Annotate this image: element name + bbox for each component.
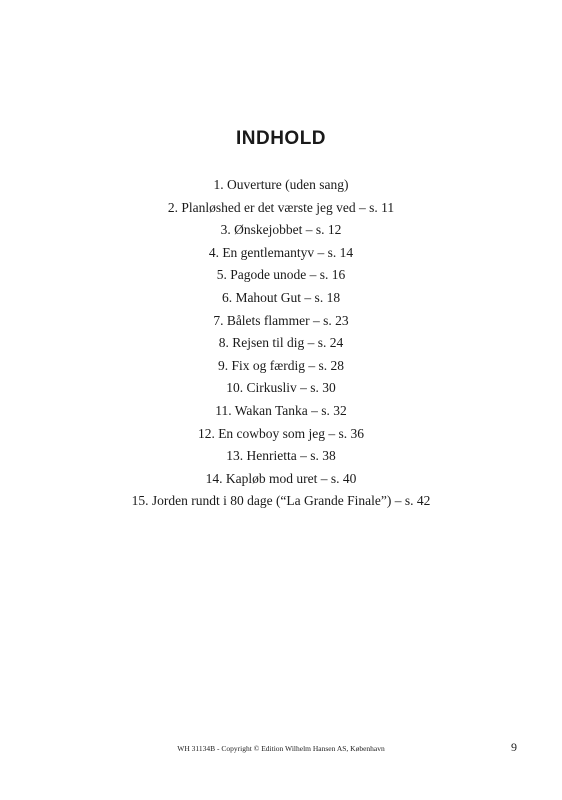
toc-entry: 5. Pagode unode – s. 16: [216, 267, 346, 283]
toc-entry: 14. Kapløb mod uret – s. 40: [205, 470, 357, 486]
page-number: 9: [511, 740, 517, 754]
toc-entry: 3. Ønskejobbet – s. 12: [220, 222, 342, 238]
toc-entry: 6. Mahout Gut – s. 18: [221, 289, 341, 305]
toc-entry: 10. Cirkusliv – s. 30: [226, 380, 336, 396]
copyright-footer: WH 31134B - Copyright © Edition Wilhelm Hansen AS, København: [177, 744, 385, 753]
toc-entry: 12. En cowboy som jeg – s. 36: [197, 425, 365, 441]
toc-entry: 8. Rejsen til dig – s. 24: [218, 335, 344, 351]
toc-entry: 15. Jorden rundt i 80 dage (“La Grande Finale”) – s. 42: [131, 493, 431, 509]
toc-entry: 4. En gentlemantyv – s. 14: [208, 244, 354, 260]
toc-entry: 13. Henrietta – s. 38: [226, 448, 336, 464]
page-title: INDHOLD: [235, 128, 327, 149]
toc-entry: 7. Bålets flammer – s. 23: [213, 312, 349, 328]
toc-entry: 9. Fix og færdig – s. 28: [217, 357, 344, 373]
toc-entry: 2. Planløshed er det værste jeg ved – s. 11: [167, 199, 395, 215]
toc-entry: 1. Ouverture (uden sang): [213, 177, 349, 192]
table-of-contents: [0, 174, 562, 513]
toc-entry: 11. Wakan Tanka – s. 32: [215, 402, 347, 418]
